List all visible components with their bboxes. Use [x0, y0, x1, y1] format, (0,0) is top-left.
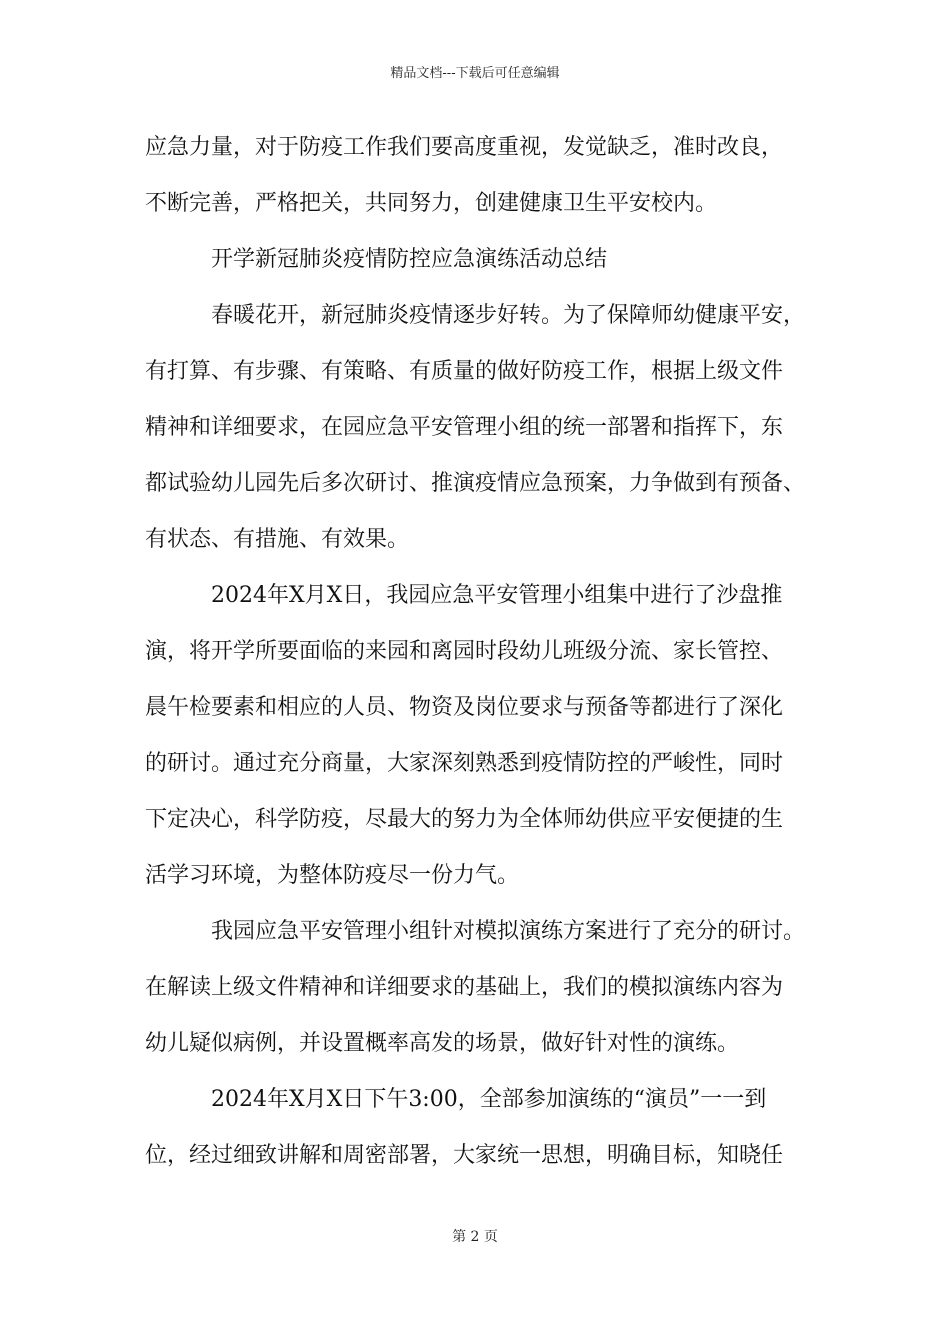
text-line: 的研讨。通过充分商量，大家深刻熟悉到疫情防控的严峻性，同时	[145, 751, 784, 776]
page-header: 精品文档---下载后可任意编辑	[390, 66, 560, 81]
page-number: 第 2 页	[452, 1229, 498, 1245]
text-line: 在解读上级文件精神和详细要求的基础上，我们的模拟演练内容为	[145, 975, 784, 1000]
section-title: 开学新冠肺炎疫情防控应急演练活动总结	[211, 247, 608, 272]
text-line: 活学习环境，为整体防疫尽一份力气。	[145, 863, 520, 888]
text-line: 精神和详细要求，在园应急平安管理小组的统一部署和指挥下，东	[145, 415, 784, 440]
text-line: 位，经过细致讲解和周密部署，大家统一思想，明确目标，知晓任	[145, 1143, 784, 1168]
text-line: 幼儿疑似病例，并设置概率高发的场景，做好针对性的演练。	[145, 1031, 740, 1056]
text-line: 有状态、有措施、有效果。	[145, 527, 410, 552]
text-line: 下定决心，科学防疫，尽最大的努力为全体师幼供应平安便捷的生	[145, 807, 784, 832]
text-line: 2024年X月X日，我园应急平安管理小组集中进行了沙盘推	[211, 583, 783, 608]
text-line: 有打算、有步骤、有策略、有质量的做好防疫工作，根据上级文件	[145, 359, 784, 384]
text-line: 不断完善，严格把关，共同努力，创建健康卫生平安校内。	[145, 191, 718, 216]
text-line: 2024年X月X日下午3:00，全部参加演练的“演员”一一到	[211, 1087, 767, 1112]
text-line: 春暖花开，新冠肺炎疫情逐步好转。为了保障师幼健康平安，	[211, 303, 806, 328]
text-line: 都试验幼儿园先后多次研讨、推演疫情应急预案，力争做到有预备、	[145, 471, 806, 496]
text-line: 演，将开学所要面临的来园和离园时段幼儿班级分流、家长管控、	[145, 639, 784, 664]
text-line: 晨午检要素和相应的人员、物资及岗位要求与预备等都进行了深化	[145, 695, 784, 720]
text-line: 应急力量，对于防疫工作我们要高度重视，发觉缺乏，准时改良，	[145, 135, 784, 160]
document-body	[145, 127, 823, 1191]
text-line: 我园应急平安管理小组针对模拟演练方案进行了充分的研讨。	[211, 919, 806, 944]
